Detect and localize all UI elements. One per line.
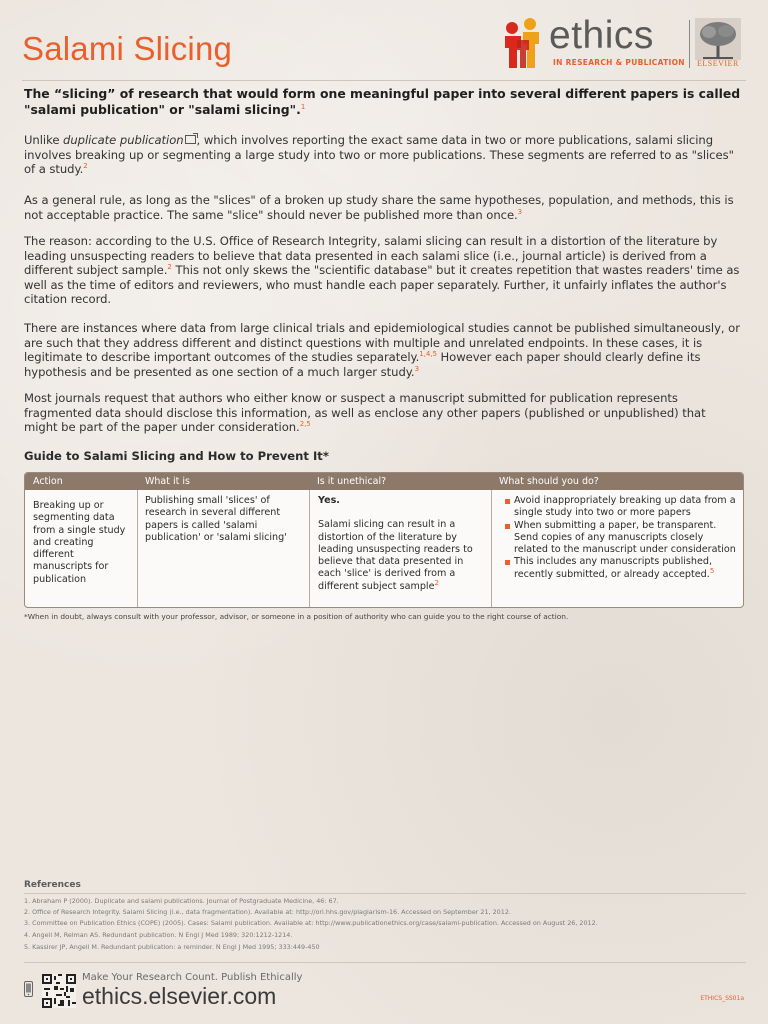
p4-text-a: There are instances where data from large clinical trials and epidemiological studies cannot be published simultaneously, or are such that they address different and distinct questions with multiple and unrelated endpoints. In these cases, it is legitimate to describe important outcomes of the studies separately. [24, 321, 740, 364]
footer-tagline: Make Your Research Count. Publish Ethically [82, 972, 303, 983]
footer-divider [24, 962, 746, 963]
list-item [505, 556, 737, 581]
cell-action: Breaking up or segmenting data from a single study and creating different manuscripts for publication [33, 500, 126, 585]
p3-text-a: The reason: according to the U.S. Office of Research Integrity, salami slicing can result in a distortion of the literature by leading unsuspecting readers to believe that data presented in each salami slice (i.e., journal article) is derived from a different subject sample. [24, 234, 718, 277]
column-header-unethical: Is it unethical? [317, 476, 387, 487]
reference-item: 5. Kassirer JP, Angell M. Redundant publication: a reminder. N Engl J Med 1995; 333:449-450 [24, 943, 320, 951]
site-url-link[interactable]: ethics.elsevier.com [82, 983, 277, 1009]
elsevier-wordmark: ELSEVIER [697, 59, 739, 68]
p3-text-b: This not only skews the "scientific database" but it creates repetition that wastes readers' time as well as the time of editors and reviewers, who must handle each paper separately. Further, it unfairly inflates the author's citation record. [24, 263, 740, 306]
ethics-logo[interactable] [503, 16, 747, 72]
citation: 2 [83, 162, 88, 171]
list-item [505, 520, 737, 557]
citation: 1 [300, 102, 306, 111]
p5-text: Most journals request that authors who either know or suspect a manuscript submitted for publication represents fragmented data should disclose this information, as well as enclose any other papers (published or unpublished) that might be part of the paper under consideration. [24, 391, 706, 434]
column-divider [137, 490, 138, 607]
column-divider [309, 490, 310, 607]
citation: 3 [517, 207, 523, 216]
paragraph-journals [24, 391, 742, 435]
list-item [505, 495, 737, 520]
todo-list [505, 495, 737, 581]
p1-text-after: , which involves reporting the exact same data in two or more publications, salami slicing involves breaking up or segmenting a large study into two or more publications. These segments are referred to as "slices" of a study. [24, 133, 734, 176]
references-divider [24, 893, 746, 894]
logo-wordmark: ethics [549, 14, 654, 57]
citation: 2 [167, 263, 172, 272]
unethical-answer: Yes. [318, 495, 340, 506]
references-title: References [24, 880, 81, 890]
paragraph-general-rule [24, 193, 742, 222]
column-header-what-it-is: What it is [145, 476, 190, 487]
citation: 3 [414, 364, 419, 373]
citation: 5 [709, 566, 715, 575]
table-footnote: *When in doubt, always consult with your professor, advisor, or someone in a position of authority who can guide you to the right course of action. [24, 612, 569, 621]
guide-table [24, 472, 744, 608]
p2-text: As a general rule, as long as the "slices" of a broken up study share the same hypotheses, population, and methods, this is not acceptable practice. The same "slice" should never be published more than once. [24, 193, 734, 222]
p1-text-before: Unlike [24, 133, 64, 147]
logo-divider [689, 20, 690, 68]
reference-item: 4. Angell M, Relman AS. Redundant publication. N Engl J Med 1989; 320:1212-1214. [24, 931, 293, 939]
header-divider [22, 80, 746, 81]
todo-text: When submitting a paper, be transparent. Send copies of any manuscripts closely related to the manuscript under consideration [514, 519, 736, 556]
unethical-text: Salami slicing can result in a distortion of the literature by leading unsuspecting readers to believe that data presented in each 'slice' is derived from a different subject sample [318, 519, 473, 592]
todo-text: This includes any manuscripts published, recently submitted, or already accepted. [514, 556, 713, 580]
reference-item[interactable]: 2. Office of Research Integrity. Salami Slicing (i.e., data fragmentation). Available at: http://ori.hhs.gov/plagiarism-16. Accessed on September 21, 2012. [24, 908, 511, 916]
citation: 2,5 [299, 420, 311, 429]
cell-what-to-do [505, 495, 737, 581]
paragraph-exceptions [24, 321, 742, 379]
citation: 1,4,5 [419, 350, 437, 359]
intro-statement [24, 86, 744, 117]
logo-subtitle: IN RESEARCH & PUBLICATION [553, 58, 685, 67]
column-header-action: Action [33, 476, 63, 487]
citation: 2 [434, 578, 439, 587]
column-divider [491, 490, 492, 607]
cell-unethical [318, 495, 484, 593]
table-header-row [25, 473, 743, 490]
todo-text: Avoid inappropriately breaking up data from a single study into two or more papers [514, 495, 736, 519]
cell-what-it-is: Publishing small 'slices' of research in several different papers is called 'salami publication' or 'salami slicing' [145, 495, 287, 543]
duplicate-publication-link[interactable]: duplicate publication [63, 133, 184, 147]
column-header-what-to-do: What should you do? [499, 476, 599, 487]
page-title: Salami Slicing [22, 30, 233, 67]
p4-text-b: However each paper should clearly define its hypothesis and be presented as one section of a much larger study. [24, 350, 701, 379]
people-logo-icon [503, 18, 549, 70]
paragraph-reason [24, 234, 742, 307]
intro-text: The “slicing” of research that would form one meaningful paper into several different papers is called "salami publication" or "salami slicing". [24, 86, 741, 117]
document-code: ETHICS_SS01a [700, 995, 744, 1002]
reference-item[interactable]: 3. Committee on Publication Ethics (COPE) (2005). Cases: Salami publication. Available at: http://www.publicationethics.org/case/salami-publication. Accessed on August 26, 2012. [24, 919, 598, 927]
qr-code-icon[interactable] [42, 974, 76, 1008]
reference-item: 1. Abraham P (2000). Duplicate and salami publications. Journal of Postgraduate Medicine, 46: 67. [24, 897, 339, 905]
phone-icon [24, 981, 33, 997]
paragraph-duplicate [24, 133, 742, 177]
guide-heading: Guide to Salami Slicing and How to Prevent It* [24, 449, 329, 463]
elsevier-tree-icon [695, 18, 741, 60]
external-link-icon[interactable] [185, 135, 196, 144]
unethical-explanation [318, 519, 484, 593]
